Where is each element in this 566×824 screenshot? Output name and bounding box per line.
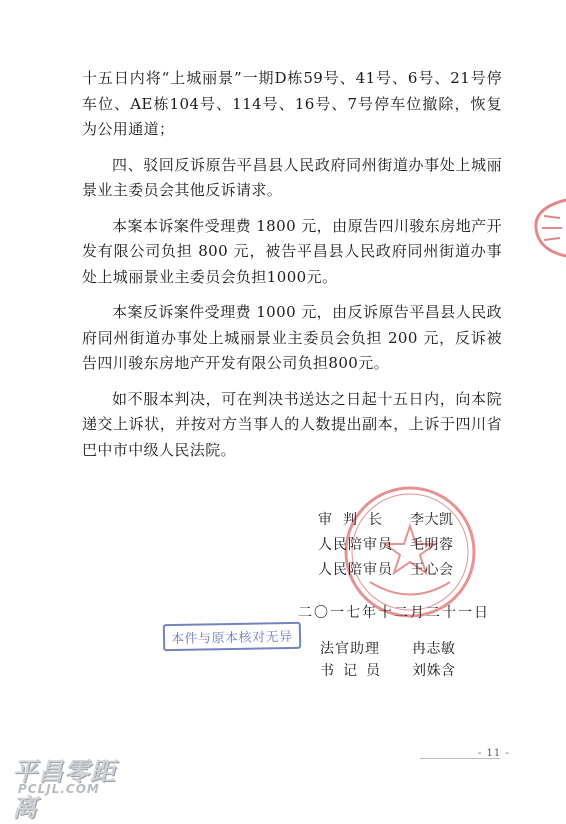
signature-role: 人民陪审员: [318, 537, 393, 553]
signature-role: 法官助理: [320, 641, 380, 657]
watermark-url-text: PCLJL.COM: [18, 782, 100, 796]
judgment-body: [82, 66, 502, 463]
footer-divider: [420, 758, 500, 759]
signature-name: 刘姝含: [412, 663, 456, 679]
signature-name: 冉志敏: [412, 641, 456, 657]
judgment-date: 二〇一七年十二月二十一日: [298, 605, 490, 621]
signature-role: 人民陪审员: [318, 562, 393, 578]
signature-name: 李大凯: [410, 512, 454, 528]
signature-role: 审判长: [318, 512, 393, 528]
paragraph-appeal-notice: 如不服本判决，可在判决书送达之日起十五日内，向本院递交上诉状，并按对方当事人的人数提出副本，上诉于四川省巴中市中级人民法院。: [82, 389, 502, 459]
paragraph-reject-counterclaim: 四、驳回反诉原告平昌县人民政府同州街道办事处上城丽景业主委员会其他反诉请求。: [82, 155, 502, 199]
signature-name: 毛明蓉: [410, 537, 454, 553]
watermark-logo-text: 平昌零距离: [12, 757, 117, 822]
signature-row-judge-assistant: [320, 638, 456, 660]
paragraph-main-claim-fee: 本案本诉案件受理费 1800 元，由原告四川骏东房地产开发有限公司负担 800 元，被告平昌县人民政府同州街道办事处上城丽景业主委员会负担1000元。: [82, 216, 502, 286]
signature-name: 王心会: [410, 562, 454, 578]
signature-row-presiding-judge: [318, 508, 454, 533]
signature-role: 书记员: [320, 663, 389, 679]
judges-signature-block: [318, 508, 454, 583]
signature-row-court-clerk: [320, 660, 456, 682]
site-watermark: [12, 752, 132, 822]
partial-seal-icon: [530, 198, 566, 258]
signature-row-juror-2: [318, 558, 454, 583]
paragraph-parking-removal: 十五日内将“上城丽景”一期D栋59号、41号、6号、21号停车位、AE栋104号、114号、16号、7号停车位撤除，恢复为公用通道；: [82, 69, 502, 138]
page-number: - 11 -: [478, 748, 510, 759]
paragraph-counterclaim-fee: 本案反诉案件受理费 1000 元，由反诉原告平昌县人民政府同州街道办事处上城丽景业主委员会负担 200 元，反诉被告四川骏东房地产开发有限公司负担800元。: [82, 303, 502, 372]
copy-verified-stamp: 本件与原本核对无异: [163, 622, 301, 651]
signature-row-juror-1: [318, 533, 454, 558]
clerks-signature-block: [320, 638, 456, 682]
